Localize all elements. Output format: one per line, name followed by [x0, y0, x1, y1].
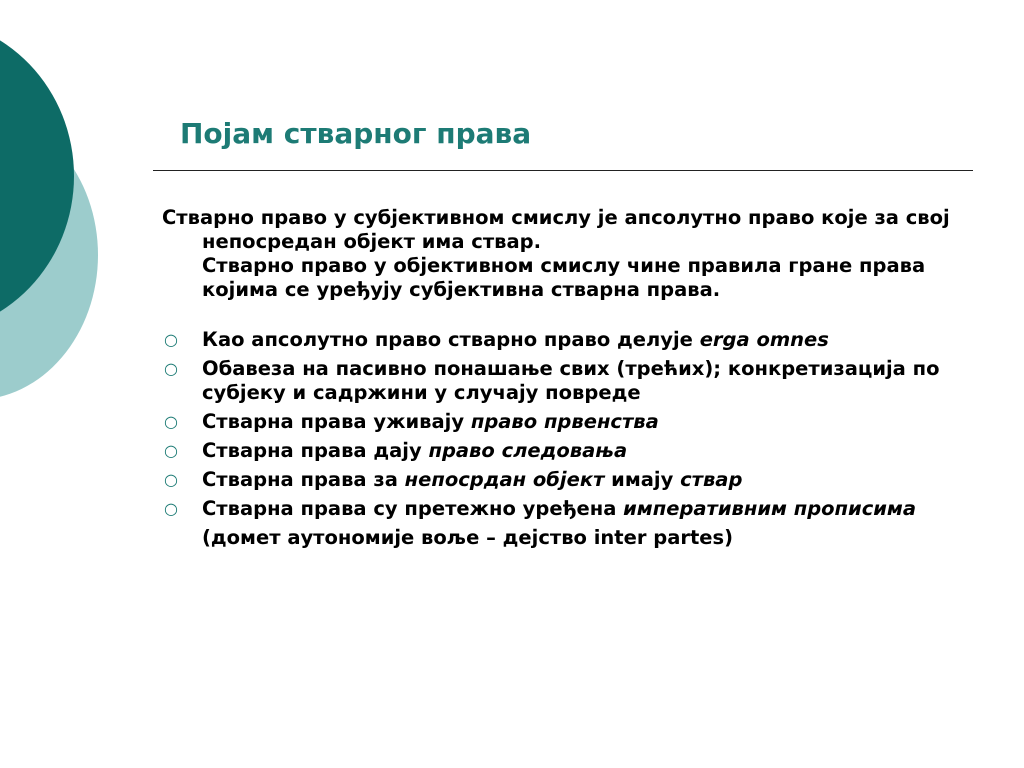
title-divider [153, 170, 973, 171]
list-item: ○ Стварна права дају право следовања [164, 439, 628, 462]
autonomy-note: (домет аутономије воље – дејство inter partes) [202, 526, 734, 549]
slide-body [162, 206, 982, 550]
list-item: ○ Стварна права су претежно уређена императивним прописима [164, 497, 917, 520]
list-item: ○ Обавеза на пасивно понашање свих (трећих); конкретизација по субјеку и садржини у случају повреде [164, 357, 940, 404]
ring-bullet-icon: ○ [164, 441, 178, 460]
intro-paragraph [162, 206, 982, 302]
intro-sentence-subjective: Стварно право у субјективном смислу је апсолутно право које за свој непосредан објект има ствар. [162, 206, 950, 253]
list-item: ○ Стварна права за непосрдан објект имају ствар [164, 468, 743, 491]
intro-sentence-objective: Стварно право у објективном смислу чине правила гране права којима се уређују субјективна стварна права. [202, 254, 926, 301]
slide-title: Појам стварног права [180, 117, 532, 150]
ring-bullet-icon: ○ [164, 499, 178, 518]
ring-bullet-icon: ○ [164, 359, 178, 378]
list-item: ○ Стварна права уживају право првенства [164, 410, 659, 433]
list-item: ○ Као апсолутно право стварно право делује erga omnes [164, 328, 829, 351]
ring-bullet-icon: ○ [164, 470, 178, 489]
bullet-list [162, 328, 982, 521]
ring-bullet-icon: ○ [164, 330, 178, 349]
ring-bullet-icon: ○ [164, 412, 178, 431]
